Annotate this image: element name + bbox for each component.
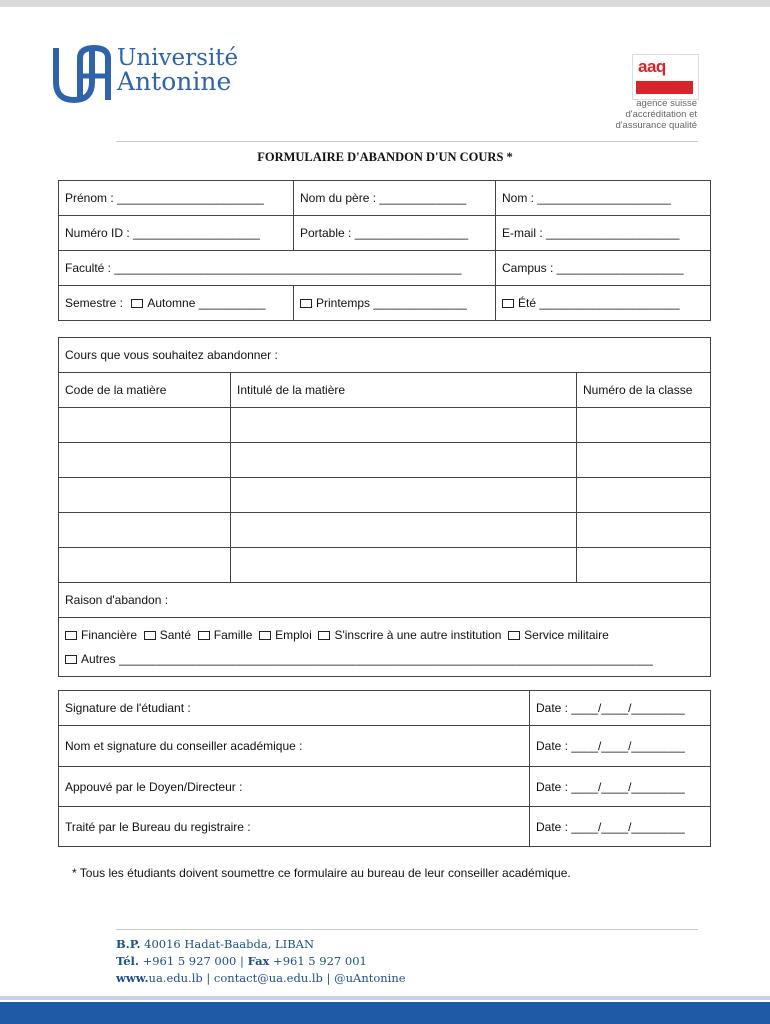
reason-famille: Famille bbox=[213, 628, 253, 642]
semestre-ete[interactable] bbox=[496, 286, 711, 321]
bottom-line bbox=[0, 996, 770, 1000]
courses-heading: Cours que vous souhaitez abandonner : bbox=[59, 338, 711, 373]
aaq-mark: aaq bbox=[638, 57, 666, 76]
reason-militaire: Service militaire bbox=[524, 628, 609, 642]
ua-logo-icon bbox=[50, 44, 114, 104]
course-row bbox=[59, 548, 711, 583]
course-title-cell[interactable] bbox=[231, 443, 577, 478]
advisor-signature-date[interactable]: Date : ____/____/________ bbox=[530, 726, 711, 767]
col-title-header: Intitulé de la matière bbox=[231, 373, 577, 408]
automne-checkbox[interactable] bbox=[131, 299, 143, 308]
reason-sante: Santé bbox=[159, 628, 192, 642]
student-info-table bbox=[58, 180, 711, 321]
reason-financiere: Financière bbox=[81, 628, 138, 642]
course-code-cell[interactable] bbox=[59, 408, 231, 443]
course-class-cell[interactable] bbox=[577, 478, 711, 513]
semestre-printemps[interactable] bbox=[294, 286, 496, 321]
course-row bbox=[59, 443, 711, 478]
course-code-cell[interactable] bbox=[59, 478, 231, 513]
printemps-checkbox[interactable] bbox=[300, 299, 312, 308]
numero-id-field[interactable]: Numéro ID : ___________________ bbox=[59, 216, 294, 251]
signatures-table bbox=[58, 690, 711, 847]
reason-checkbox-institution[interactable] bbox=[318, 631, 330, 640]
ete-label: Été _____________________ bbox=[518, 296, 680, 310]
student-signature-label[interactable]: Signature de l'étudiant : bbox=[59, 691, 530, 726]
semestre-automne[interactable] bbox=[59, 286, 294, 321]
nom-field[interactable]: Nom : ____________________ bbox=[496, 181, 711, 216]
footer-contact: B.P. 40016 Hadat-Baabda, LIBAN Tél. +961 5 927 000 | Fax +961 5 927 001 www.ua.edu.lb | contact@ua.edu.lb | @uAntonine bbox=[116, 937, 406, 985]
footer-divider bbox=[116, 929, 698, 930]
courses-table bbox=[58, 337, 711, 677]
footer-links[interactable]: ua.edu.lb | contact@ua.edu.lb | @uAntonine bbox=[148, 971, 406, 985]
course-class-cell[interactable] bbox=[577, 513, 711, 548]
student-signature-date[interactable]: Date : ____/____/________ bbox=[530, 691, 711, 726]
course-title-cell[interactable] bbox=[231, 513, 577, 548]
dean-approval-label[interactable]: Appouvé par le Doyen/Directeur : bbox=[59, 767, 530, 807]
logo-line-2: Antonine bbox=[117, 67, 232, 96]
registrar-date[interactable]: Date : ____/____/________ bbox=[530, 807, 711, 847]
header-divider bbox=[116, 141, 698, 142]
form-title: FORMULAIRE D'ABANDON D'UN COURS * bbox=[257, 150, 513, 164]
automne-label: Automne __________ bbox=[147, 296, 266, 310]
reason-checkbox-sante[interactable] bbox=[144, 631, 156, 640]
col-code-header: Code de la matière bbox=[59, 373, 231, 408]
registrar-label[interactable]: Traité par le Bureau du registraire : bbox=[59, 807, 530, 847]
bottom-bar bbox=[0, 1002, 770, 1024]
email-field[interactable]: E-mail : ____________________ bbox=[496, 216, 711, 251]
campus-field[interactable]: Campus : ___________________ bbox=[496, 251, 711, 286]
printemps-label: Printemps ______________ bbox=[316, 296, 467, 310]
reasons-cell bbox=[59, 618, 711, 677]
col-class-header: Numéro de la classe bbox=[577, 373, 711, 408]
reason-checkbox-autres[interactable] bbox=[65, 655, 77, 664]
footnote: * Tous les étudiants doivent soumettre ce formulaire au bureau de leur conseiller académique. bbox=[72, 866, 571, 880]
course-code-cell[interactable] bbox=[59, 548, 231, 583]
course-code-cell[interactable] bbox=[59, 513, 231, 548]
reason-checkbox-emploi[interactable] bbox=[259, 631, 271, 640]
reason-emploi: Emploi bbox=[275, 628, 312, 642]
reason-label: Raison d'abandon : bbox=[59, 583, 711, 618]
aaq-logo bbox=[632, 54, 697, 98]
prenom-field[interactable]: Prénom : ______________________ bbox=[59, 181, 294, 216]
university-logo bbox=[50, 44, 250, 104]
course-row bbox=[59, 513, 711, 548]
agency-caption: agence suisse d'accréditation et d'assurance qualité bbox=[615, 98, 697, 131]
course-class-cell[interactable] bbox=[577, 408, 711, 443]
course-code-cell[interactable] bbox=[59, 443, 231, 478]
dean-approval-date[interactable]: Date : ____/____/________ bbox=[530, 767, 711, 807]
course-class-cell[interactable] bbox=[577, 443, 711, 478]
course-row bbox=[59, 408, 711, 443]
course-class-cell[interactable] bbox=[577, 548, 711, 583]
faculte-field[interactable]: Faculté : ____________________________________________________ bbox=[59, 251, 496, 286]
course-title-cell[interactable] bbox=[231, 548, 577, 583]
course-title-cell[interactable] bbox=[231, 478, 577, 513]
portable-field[interactable]: Portable : _________________ bbox=[294, 216, 496, 251]
top-bar bbox=[0, 0, 770, 7]
reason-autres[interactable]: Autres ________________________________________________________________________________ bbox=[81, 652, 653, 666]
reason-institution: S'inscrire à une autre institution bbox=[334, 628, 502, 642]
reason-checkbox-militaire[interactable] bbox=[508, 631, 520, 640]
semestre-label: Semestre : bbox=[65, 296, 124, 310]
logo-line-1: Université bbox=[117, 45, 239, 71]
reason-checkbox-famille[interactable] bbox=[198, 631, 210, 640]
ete-checkbox[interactable] bbox=[502, 299, 514, 308]
course-title-cell[interactable] bbox=[231, 408, 577, 443]
course-row bbox=[59, 478, 711, 513]
reason-checkbox-financiere[interactable] bbox=[65, 631, 77, 640]
advisor-signature-label[interactable]: Nom et signature du conseiller académique : bbox=[59, 726, 530, 767]
nom-pere-field[interactable]: Nom du père : _____________ bbox=[294, 181, 496, 216]
